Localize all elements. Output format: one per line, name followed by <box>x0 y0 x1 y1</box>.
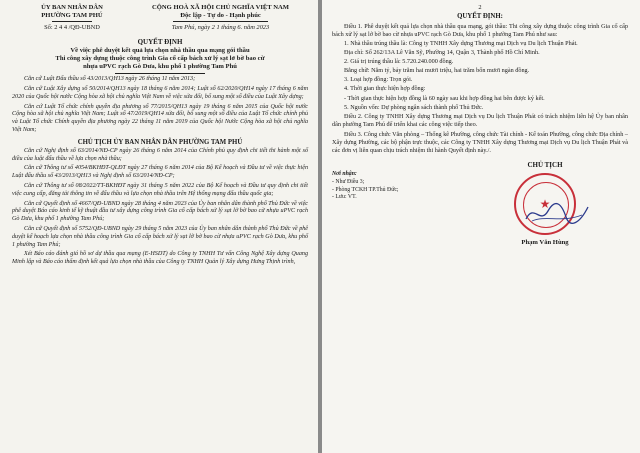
document-number: Số: 2 4 4 /QĐ-UBND <box>44 24 100 32</box>
legal-basis-paragraph: Xét Báo cáo đánh giá hồ sơ dự thầu qua mạng (E-HSDT) do Công ty TNHH Tư vấn Công Nghệ Xây dựng Quang Minh lập và Báo cáo thẩm định kết quả lựa chọn nhà thầu của Công ty TNHH Quản lý Xây dựng Hưng Thịnh trình, <box>12 251 308 266</box>
signer-block <box>480 161 610 246</box>
article-1-item-4: 4. Thời gian thực hiện hợp đồng: <box>344 85 426 93</box>
signer-title: CHỦ TỊCH <box>527 160 563 169</box>
handwritten-signature-icon <box>522 201 592 227</box>
article-1-address: Địa chỉ: Số 262/13A Lê Văn Sỹ, Phường 14, Quận 3, Thành phố Hồ Chí Minh. <box>344 49 540 57</box>
subject-line: Về việc phê duyệt kết quả lựa chọn nhà thầu qua mạng gói thầu <box>70 47 250 55</box>
legal-basis-paragraph: Căn cứ Quyết định số 5752/QĐ-UBND ngày 29 tháng 5 năm 2023 của Ủy ban nhân dân thành phố Thủ Đức về phê duyệt kế hoạch lựa chọn nhà thầu công trình Gia cố cấp bách xử lý sạt lở bờ bao cừ nhựa uPVC rạch Gò Dưa, khu phố 1 phường Tam Phú; <box>12 225 308 248</box>
document-header <box>12 4 308 32</box>
decision-heading: QUYẾT ĐỊNH: <box>457 13 503 20</box>
legal-basis-paragraph: Căn cứ Luật Tổ chức chính quyền địa phương số 77/2015/QH13 ngày 19 tháng 6 năm 2015 của Quốc hội nước Cộng hòa xã hội chủ nghĩa Việt Nam; Luật số 47/2019/QH14 sửa đổi, bổ sung một số điều của Luật Tổ chức chính phủ và Luật Tổ chức Chính quyền địa phương ngày 22 tháng 11 năm 2019 của Quốc hội Nước Cộng hòa xã hội chủ nghĩa Việt Nam; <box>12 103 308 133</box>
article-1: Điều 1. Phê duyệt kết quả lựa chọn nhà thầu qua mạng, gói thầu: Thi công xây dựng thuộc công trình Gia cố cấp bách xử lý sạt lở bờ bao cừ nhựa uPVC rạch Gò Dưa, khu phố 1 phường Tam Phú như sau: <box>332 23 628 39</box>
article-1-item-2: 2. Giá trị trúng thầu là: 5.720.240.000 đồng. <box>344 58 454 66</box>
article-1-amount-words: Bằng chữ: Năm tỷ, bảy trăm hai mươi triệu, hai trăm bốn mươi ngàn đồng. <box>344 67 530 75</box>
document-title: QUYẾT ĐỊNH <box>137 38 183 47</box>
agency-line-2: PHƯỜNG TAM PHÚ <box>41 12 103 20</box>
document-page-2 <box>322 0 640 453</box>
nation-name: CỘNG HOÀ XÃ HỘI CHỦ NGHĨA VIỆT NAM <box>152 4 289 11</box>
article-1-item-1: 1. Nhà thầu trúng thầu là: Công ty TNHH Xây dựng Thương mại Dịch vụ Du lịch Thuận Phát. <box>344 40 578 48</box>
agency-underline <box>52 21 92 22</box>
recipients-list <box>332 171 399 202</box>
legal-basis-paragraph: Căn cứ Luật Xây dựng số 50/2014/QH13 ngày 18 tháng 6 năm 2014; Luật số 62/2020/QH14 ngày 17 tháng 6 năm 2020 của Quốc hội nước Cộng hòa xã hội chủ nghĩa Việt Nam về việc sửa đổi, bổ sung một số điều của Luật Xây dựng; <box>12 85 308 100</box>
document-date: Tam Phú, ngày 2 1 tháng 6. năm 2023 <box>171 24 270 32</box>
recipient-item: - Như Điều 3; <box>332 178 365 185</box>
legal-basis-paragraph: Căn cứ Luật Đấu thầu số 43/2013/QH13 ngày 26 tháng 11 năm 2013; <box>24 76 196 83</box>
recipient-item: - Lưu: VT. <box>332 194 357 201</box>
nation-motto: Độc lập - Tự do - Hạnh phúc <box>180 12 261 20</box>
motto-underline <box>173 21 268 22</box>
legal-basis-paragraph: Căn cứ Nghị định số 63/2014/NĐ-CP ngày 26 tháng 6 năm 2014 của Chính phủ quy định chi tiết thi hành một số điều của luật đấu thầu về lựa chọn nhà thầu; <box>12 147 308 162</box>
agency-block <box>12 4 132 32</box>
signature-area <box>332 161 628 291</box>
article-2: Điều 2. Công ty TNHH Xây dựng Thương mại Dịch vụ Du lịch Thuận Phát có trách nhiệm liên hệ Ủy ban nhân dân phường Tam Phú để triển khai các công việc tiếp theo. <box>332 113 628 129</box>
issuing-authority: CHỦ TỊCH ỦY BAN NHÂN DÂN PHƯỜNG TAM PHÚ <box>77 138 243 146</box>
nation-block <box>133 4 308 32</box>
seal-star-icon: ★ <box>539 196 551 211</box>
article-3: Điều 3. Công chức Văn phòng – Thống kê Phường, công chức Tài chính - Kế toán Phường, công chức Địa chính – Xây dựng Phường, các bộ phận trực thuộc, các Công ty TNHH Xây dựng Thương mại Dịch vụ Du lịch Thuận Phát và các đơn vị liên quan chịu trách nhiệm thi hành Quyết định này./. <box>332 130 628 154</box>
subject-underline <box>115 73 205 74</box>
legal-basis-paragraph: Căn cứ Thông tư số 4054/BKHĐT-QLĐT ngày 27 tháng 6 năm 2014 của Bộ Kế hoạch và Đầu tư về việc thực hiện Luật đấu thầu số 43/2013/QH13 và Nghị định số 63/2014/NĐ-CP; <box>12 165 308 180</box>
document-page-1 <box>0 0 318 453</box>
subject-line: Thi công xây dựng thuộc công trình Gia cố cấp bách xử lý sạt lở bờ bao cừ <box>55 55 265 63</box>
legal-basis-paragraph: Căn cứ Quyết định số 4667/QĐ-UBND ngày 28 tháng 4 năm 2023 của Ủy ban nhân dân thành phố Thủ Đức về việc phê duyệt Báo cáo kinh tế kỹ thuật đầu tư xây dựng công trình Gia cố cấp bách xử lý sạt lở bờ bao cừ nhựa uPVC rạch Gò Dưa, khu phố 1 phường Tam Phú; <box>12 200 308 223</box>
article-1-item-4-detail: - Thời gian thực hiện hợp đồng là 60 ngày sau khi hợp đồng hai bên được ký kết. <box>344 94 545 102</box>
legal-basis-paragraph: Căn cứ Thông tư số 08/2022/TT-BKHĐT ngày 31 tháng 5 năm 2022 của Bộ Kế hoạch và Đầu tư quy định chi tiết việc cung cấp, đăng tải thông tin về đấu thầu và lựa chọn nhà thầu trên Hệ thống mạng đấu thầu quốc gia; <box>12 182 308 197</box>
article-1-item-3: 3. Loại hợp đồng: Trọn gói. <box>344 76 413 84</box>
recipients-title: Nơi nhận: <box>332 170 357 177</box>
article-1-item-5: 5. Nguồn vốn: Dự phòng ngân sách thành phố Thủ Đức. <box>344 103 484 111</box>
signer-name: Phạm Văn Hùng <box>521 238 569 246</box>
agency-line-1: ỦY BAN NHÂN DÂN <box>41 4 103 11</box>
document-subject <box>12 47 308 74</box>
page-number: 2 <box>478 4 482 11</box>
subject-line: nhựa uPVC rạch Gò Dưa, khu phố 1 phường Tam Phú <box>83 63 237 71</box>
recipient-item: - Phòng TCKH TP.Thủ Đức; <box>332 186 399 193</box>
